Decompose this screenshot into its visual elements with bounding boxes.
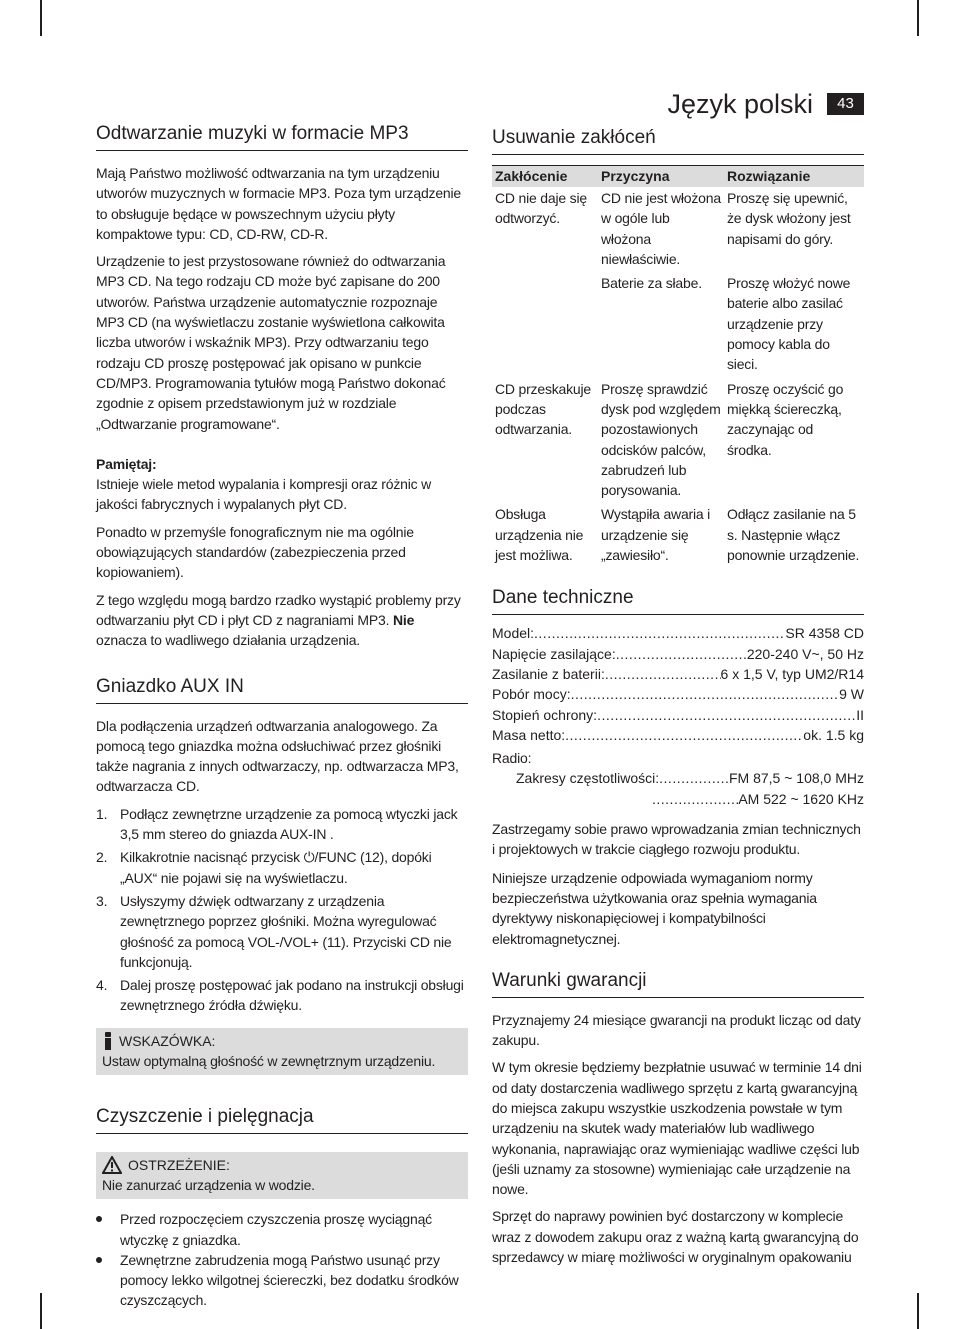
list-item bbox=[96, 804, 468, 845]
table-cell: Baterie za słabe. bbox=[601, 275, 702, 292]
spec-label: Zakresy częstotliwości: bbox=[516, 770, 660, 787]
table-header-row bbox=[492, 166, 864, 188]
section-specs bbox=[492, 586, 864, 948]
mp3-paragraph-1: Mają Państwo możliwość odtwarzania na tym urządzeniu utworów muzycznych w formacie MP3. Poza tym urządzenie to obsługuje będące w powszechnym użyciu płyty kompaktowe typu: CD, CD-RW, CD-R. bbox=[96, 165, 461, 242]
warranty-paragraph-3: Sprzęt do naprawy powinien być dostarczony w komplecie wraz z dowodem zakupu oraz z ważną kartą gwarancyjną do sprzedawcy w miarę możliwości w oryginalnym opakowaniu bbox=[492, 1208, 859, 1266]
warning-icon bbox=[102, 1156, 122, 1174]
section-mp3 bbox=[96, 122, 468, 651]
spec-label: Napięcie zasilające: bbox=[492, 645, 616, 662]
spec-leader bbox=[652, 789, 738, 809]
section-title-mp3: Odtwarzanie muzyki w formacie MP3 bbox=[96, 122, 468, 151]
column-header: Zakłócenie bbox=[492, 166, 598, 188]
table-cell: Proszę oczyścić go miękką ściereczką, zaczynając od środka. bbox=[727, 380, 844, 458]
spec-value: SR 4358 CD bbox=[785, 625, 864, 642]
spec-label: Masa netto: bbox=[492, 726, 566, 743]
section-title-warranty: Warunki gwarancji bbox=[492, 969, 864, 998]
step-number: 3. bbox=[96, 892, 108, 909]
spec-value: 220-240 V~, 50 Hz bbox=[746, 645, 864, 662]
warning-text: Nie zanurzać urządzenia w wodzie. bbox=[102, 1176, 315, 1193]
spec-row bbox=[492, 705, 864, 725]
spec-value: 6 x 1,5 V, typ UM2/R14 bbox=[720, 665, 864, 682]
warranty-paragraph-2: W tym okresie będziemy bezpłatnie usuwać w terminie 14 dni od daty dostarczenia wadliwego sprzętu z kartą gwarancyjną do miejsca zakupu wszystkie uszkodzenia powstałe w tym urządzeniu na skutek wady materiałów lub wadliwego wykonania, naprawiając oraz wymieniając wadliwe części lub (jeśli uznamy za stosowne) wymieniając całe urządzenie na nowe. bbox=[492, 1059, 862, 1198]
crop-mark bbox=[917, 1293, 919, 1329]
step-text: Dalej proszę postępować jak podano na instrukcji obsługi zewnętrznego źródła dźwięku. bbox=[120, 977, 464, 1014]
page-number: 43 bbox=[827, 93, 864, 115]
table-cell: Proszę włożyć nowe baterie albo zasilać urządzenie przy pomocy kabla do sieci. bbox=[727, 275, 851, 373]
section-title-troubleshooting: Usuwanie zakłóceń bbox=[492, 122, 864, 155]
cleaning-bullets bbox=[96, 1209, 468, 1310]
hint-label: WSKAZÓWKA: bbox=[119, 1032, 216, 1049]
crop-mark bbox=[40, 1293, 42, 1329]
info-icon bbox=[102, 1031, 114, 1051]
step-number: 2. bbox=[96, 849, 108, 866]
spec-value: AM 522 ~ 1620 KHz bbox=[738, 790, 864, 807]
table-cell: Proszę się upewnić, że dysk włożony jest napisami do góry. bbox=[727, 190, 851, 247]
spec-leader bbox=[571, 684, 840, 704]
left-column bbox=[96, 122, 468, 1311]
spec-row bbox=[492, 664, 864, 684]
note-text: Istnieje wiele metod wypalania i kompresji oraz różnic w jakości fabrycznych i wypalanych płyt CD. bbox=[96, 476, 432, 513]
table-row bbox=[492, 272, 864, 377]
spec-leader bbox=[605, 664, 721, 684]
spec-label: Zasilanie z baterii: bbox=[492, 665, 605, 682]
spec-leader bbox=[597, 705, 856, 725]
section-troubleshooting bbox=[492, 122, 864, 568]
step-text: Usłyszymy dźwięk odtwarzany z urządzenia zewnętrznego poprzez głośniki. Można wyregulować głośność za pomocą VOL-/VOL+ (11). Przyciski CD nie funkcjonują. bbox=[120, 892, 452, 970]
radio-label: Radio: bbox=[492, 750, 532, 767]
table-cell: CD nie jest włożona w ogóle lub włożona niewłaściwie. bbox=[601, 190, 721, 267]
spec-value: FM 87,5 ~ 108,0 MHz bbox=[728, 770, 864, 787]
spec-label: Stopień ochrony: bbox=[492, 706, 598, 723]
step-number: 1. bbox=[96, 805, 108, 822]
aux-steps bbox=[96, 804, 468, 1016]
table-cell: Odłącz zasilanie na 5 s. Następnie włącz ponownie urządzenie. bbox=[727, 506, 860, 564]
right-column bbox=[492, 122, 864, 1267]
spec-row bbox=[492, 789, 864, 809]
warranty-paragraph-1: Przyznajemy 24 miesiące gwarancji na produkt licząc od daty zakupu. bbox=[492, 1011, 861, 1049]
crop-mark bbox=[917, 0, 919, 36]
specs-list bbox=[492, 623, 864, 809]
spec-row bbox=[492, 644, 864, 664]
warning-label: OSTRZEŻENIE: bbox=[128, 1156, 230, 1173]
table-row bbox=[492, 378, 864, 504]
table-cell: CD nie daje się odtworzyć. bbox=[495, 190, 587, 227]
section-cleaning bbox=[96, 1105, 468, 1311]
spec-leader bbox=[565, 725, 803, 745]
hint-header bbox=[102, 1031, 462, 1051]
step-number: 4. bbox=[96, 977, 108, 994]
aux-intro: Dla podłączenia urządzeń odtwarzania analogowego. Za pomocą tego gniazdka można odsłuchiwać przez głośniki także nagrania z innych odtwarzaczy, np. odtwarzacza MP3, odtwarzacza CD. bbox=[96, 717, 459, 795]
spec-leader bbox=[534, 623, 785, 643]
spec-leader bbox=[659, 768, 729, 788]
specs-paragraph-2: Niniejsze urządzenie odpowiada wymaganiom normy bezpieczeństwa użytkowania oraz spełnia wymagania dyrektywy niskonapięciowej i kompatybilności elektromagnetycznej. bbox=[492, 869, 817, 947]
section-warranty bbox=[492, 969, 864, 1268]
hint-text: Ustaw optymalną głośność w zewnętrznym urządzeniu. bbox=[102, 1052, 436, 1069]
hint-box bbox=[96, 1028, 468, 1075]
step-text: Podłącz zewnętrzne urządzenie za pomocą wtyczki jack 3,5 mm stereo do gniazda AUX-IN . bbox=[120, 805, 458, 843]
specs-paragraph-1: Zastrzegamy sobie prawo wprowadzania zmian technicznych i projektowych w trakcie ciągłego rozwoju produktu. bbox=[492, 821, 861, 858]
crop-mark bbox=[40, 0, 42, 36]
table-row bbox=[492, 187, 864, 272]
list-item bbox=[96, 1209, 468, 1250]
list-item bbox=[96, 975, 468, 1016]
list-item bbox=[96, 847, 468, 888]
section-title-aux: Gniazdko AUX IN bbox=[96, 675, 468, 704]
spec-value: II bbox=[856, 706, 864, 723]
table-cell: Proszę sprawdzić dysk pod względem pozostawionych odcisków palców, zabrudzeń lub porysowania. bbox=[601, 380, 721, 499]
table-cell: Wystąpiła awaria i urządzenie się „zawiesiło“. bbox=[601, 506, 711, 564]
mp3-paragraph-3: Ponadto w przemyśle fonograficznym nie ma ogólnie obowiązujących standardów (zabezpieczenia przed kopiowaniem). bbox=[96, 523, 414, 581]
spec-row bbox=[492, 768, 864, 788]
spec-value: ok. 1.5 kg bbox=[803, 726, 864, 743]
spec-row bbox=[492, 725, 864, 745]
language-title: Język polski bbox=[667, 89, 813, 119]
mp3-paragraph-4 bbox=[96, 590, 468, 651]
step-text: Kilkakrotnie nacisnąć przycisk ⏻/FUNC (12), dopóki „AUX“ nie pojawi się na wyświetlaczu. bbox=[120, 849, 432, 886]
p4-end: oznacza to wadliwego działania urządzenia. bbox=[96, 632, 360, 649]
section-title-cleaning: Czyszczenie i pielęgnacja bbox=[96, 1105, 468, 1134]
bullet-text: Przed rozpoczęciem czyszczenia proszę wyciągnąć wtyczkę z gniazdka. bbox=[120, 1211, 432, 1248]
table-cell: CD przeskakuje podczas odtwarzania. bbox=[495, 380, 592, 438]
bullet-icon bbox=[96, 1257, 102, 1263]
table-cell: Obsługa urządzenia nie jest możliwa. bbox=[495, 506, 584, 564]
bullet-text: Zewnętrzne zabrudzenia mogą Państwo usunąć przy pomocy lekko wilgotnej ściereczki, bez dodatku środków czyszczących. bbox=[120, 1251, 459, 1309]
spec-leader bbox=[616, 644, 747, 664]
column-header: Przyczyna bbox=[598, 166, 724, 188]
spec-row bbox=[492, 684, 864, 704]
troubleshooting-table bbox=[492, 165, 864, 568]
spec-row bbox=[492, 623, 864, 643]
warning-box bbox=[96, 1152, 468, 1199]
table-row bbox=[492, 503, 864, 568]
note-label: Pamiętaj: bbox=[96, 455, 157, 472]
mp3-paragraph-2: Urządzenie to jest przystosowane również do odtwarzania MP3 CD. Na tego rodzaju CD może być zapisane do 200 utworów. Państwa urządzenie automatycznie rozpoznaje MP3 CD (na wyświetlaczu zostanie wyświetlona całkowita liczba utworów i wskaźnik MP3). Przy odtwarzaniu tego rodzaju CD proszę postępować jak opisano w punkcie CD/MP3. Programowania tytułów mogą Państwo dokonać zgodnie z opisem przedstawionym już w rozdziale „Odtwarzanie programowane“. bbox=[96, 253, 446, 432]
bullet-icon bbox=[96, 1216, 102, 1222]
spec-label: Model: bbox=[492, 625, 535, 642]
section-aux bbox=[96, 675, 468, 1075]
spec-value: 9 W bbox=[839, 686, 864, 703]
list-item bbox=[96, 1250, 468, 1311]
section-title-specs: Dane techniczne bbox=[492, 586, 864, 615]
warning-header bbox=[102, 1155, 462, 1175]
list-item bbox=[96, 891, 468, 972]
spec-label: Pobór mocy: bbox=[492, 686, 571, 703]
table-cell bbox=[492, 272, 598, 377]
p4-start: Z tego względu mogą bardzo rzadko wystąpić problemy przy odtwarzaniu płyt CD i płyt CD z nagraniami MP3. bbox=[96, 591, 461, 628]
p4-bold: Nie bbox=[392, 611, 415, 628]
column-header: Rozwiązanie bbox=[724, 166, 864, 188]
